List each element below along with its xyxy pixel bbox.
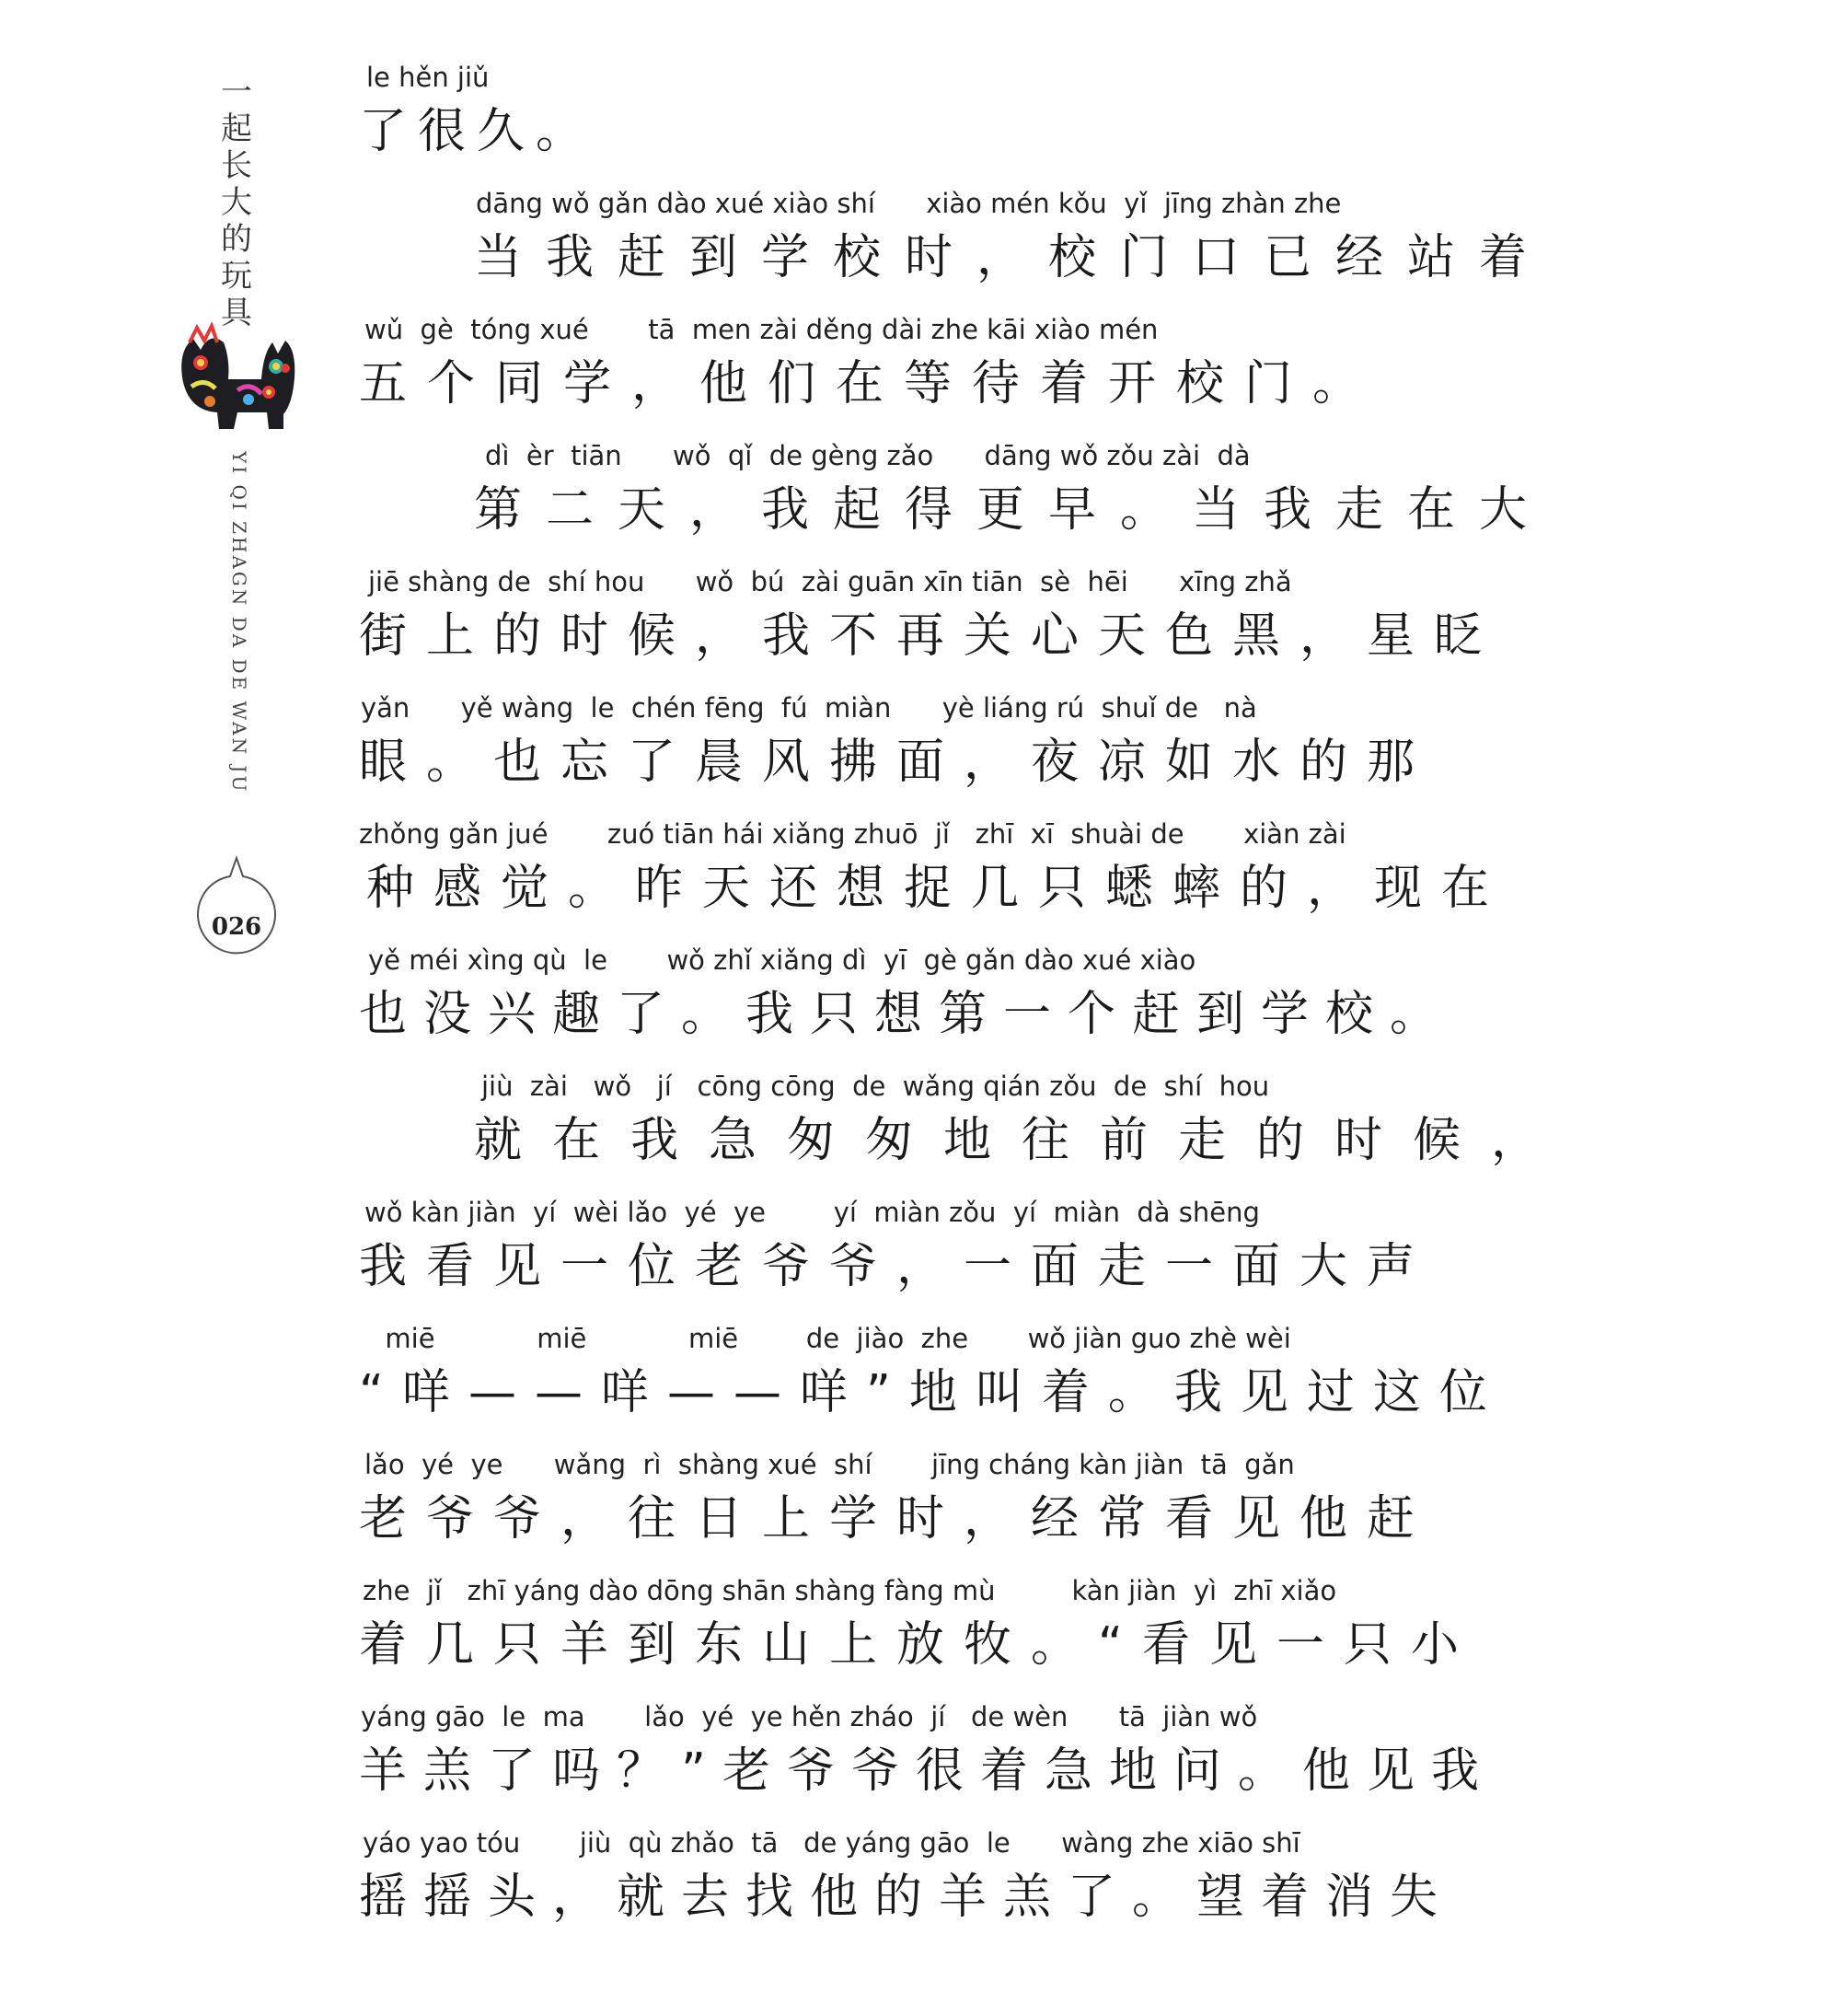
pinyin-row: wǒ kàn jiàn yí wèi lǎo yé ye yí miàn zǒu yí miàn dà shēng — [364, 1197, 1260, 1228]
pinyin-row: zhǒng gǎn jué zuó tiān hái xiǎng zhuō jǐ zhī xī shuài de xiàn zài — [359, 818, 1346, 850]
hanzi-row: 种感觉。昨天还想捉几只蟋蟀的，现在 — [366, 861, 1509, 916]
hanzi-row: 五个同学，他们在等待着开校门。 — [359, 356, 1381, 411]
text-line — [359, 689, 1519, 800]
text-line — [359, 1824, 1519, 1935]
text-line — [359, 942, 1519, 1052]
text-line — [359, 1194, 1519, 1304]
hanzi-row: 着几只羊到东山上放牧。“看见一只小 — [359, 1617, 1478, 1673]
hanzi-row: 老爷爷，往日上学时，经常看见他赶 — [359, 1491, 1435, 1546]
text-line — [359, 59, 1519, 169]
pinyin-row: le hěn jiǔ — [366, 62, 490, 93]
text-line — [359, 816, 1519, 926]
text-line — [474, 1068, 1634, 1178]
hanzi-row: 街上的时候，我不再关心天色黑，星眨 — [359, 608, 1502, 664]
page-sidebar — [173, 55, 302, 976]
pinyin-row: yáo yao tóu jiù qù zhǎo tā de yáng gāo le wàng zhe xiāo shī — [363, 1827, 1300, 1859]
text-line — [359, 1698, 1519, 1809]
pinyin-row: lǎo yé ye wǎng rì shàng xué shí jīng cháng kàn jiàn tā gǎn — [364, 1449, 1295, 1480]
hanzi-row: 也没兴趣了。我只想第一个赶到学校。 — [359, 987, 1455, 1042]
book-title-roman: YI QI ZHAGN DA DE WAN JU — [228, 451, 250, 794]
pinyin-row: yǎn yě wàng le chén fēng fú miàn yè liáng rú shuǐ de nà — [361, 692, 1257, 724]
text-line — [474, 437, 1634, 548]
hanzi-row: 眼。也忘了晨风拂面，夜凉如水的那 — [359, 735, 1435, 790]
pinyin-row: jiē shàng de shí hou wǒ bú zài guān xīn tiān sè hēi xīng zhǎ — [368, 566, 1292, 597]
book-title-vertical: 一起长大的玩具 — [221, 74, 252, 331]
text-line — [359, 563, 1519, 674]
hanzi-row: 了很久。 — [359, 104, 595, 159]
pinyin-row: dì èr tiān wǒ qǐ de gèng zǎo dāng wǒ zǒu zài dà — [485, 440, 1251, 471]
text-line — [359, 1446, 1519, 1557]
hanzi-row: 摇摇头，就去找他的羊羔了。望着消失 — [359, 1870, 1455, 1925]
text-line — [474, 185, 1634, 295]
hanzi-row: 当我赶到学校时，校门口已经站着 — [474, 230, 1552, 285]
page-number: 026 — [211, 913, 262, 941]
pinyin-row: miē miē miē de jiào zhe wǒ jiàn guo zhè wèi — [368, 1323, 1291, 1354]
pinyin-row: jiù zài wǒ jí cōng cōng de wǎng qián zǒu de shí hou — [481, 1071, 1270, 1102]
pinyin-row: wǔ gè tóng xué tā men zài děng dài zhe kāi xiào mén — [364, 314, 1159, 345]
hanzi-row: 就在我急匆匆地往前走的时候， — [474, 1113, 1570, 1168]
text-line — [359, 311, 1519, 422]
tiger-toy-icon — [173, 322, 302, 433]
hanzi-row: “咩——咩——咩”地叫着。我见过这位 — [359, 1365, 1506, 1420]
pinyin-row: yáng gāo le ma lǎo yé ye hěn zháo jí de wèn tā jiàn wǒ — [361, 1701, 1258, 1732]
text-line — [359, 1572, 1519, 1683]
pinyin-row: dāng wǒ gǎn dào xué xiào shí xiào mén kǒu yǐ jīng zhàn zhe — [476, 188, 1342, 219]
hanzi-row: 我看见一位老爷爷，一面走一面大声 — [359, 1239, 1435, 1294]
pinyin-row: yě méi xìng qù le wǒ zhǐ xiǎng dì yī gè gǎn dào xué xiào — [368, 944, 1196, 976]
text-line — [359, 1320, 1519, 1431]
hanzi-row: 第二天，我起得更早。当我走在大 — [474, 482, 1552, 538]
pinyin-row: zhe jǐ zhī yáng dào dōng shān shàng fàng mù kàn jiàn yì zhī xiǎo — [363, 1575, 1337, 1606]
hanzi-row: 羊羔了吗？”老爷爷很着急地问。他见我 — [359, 1743, 1496, 1799]
